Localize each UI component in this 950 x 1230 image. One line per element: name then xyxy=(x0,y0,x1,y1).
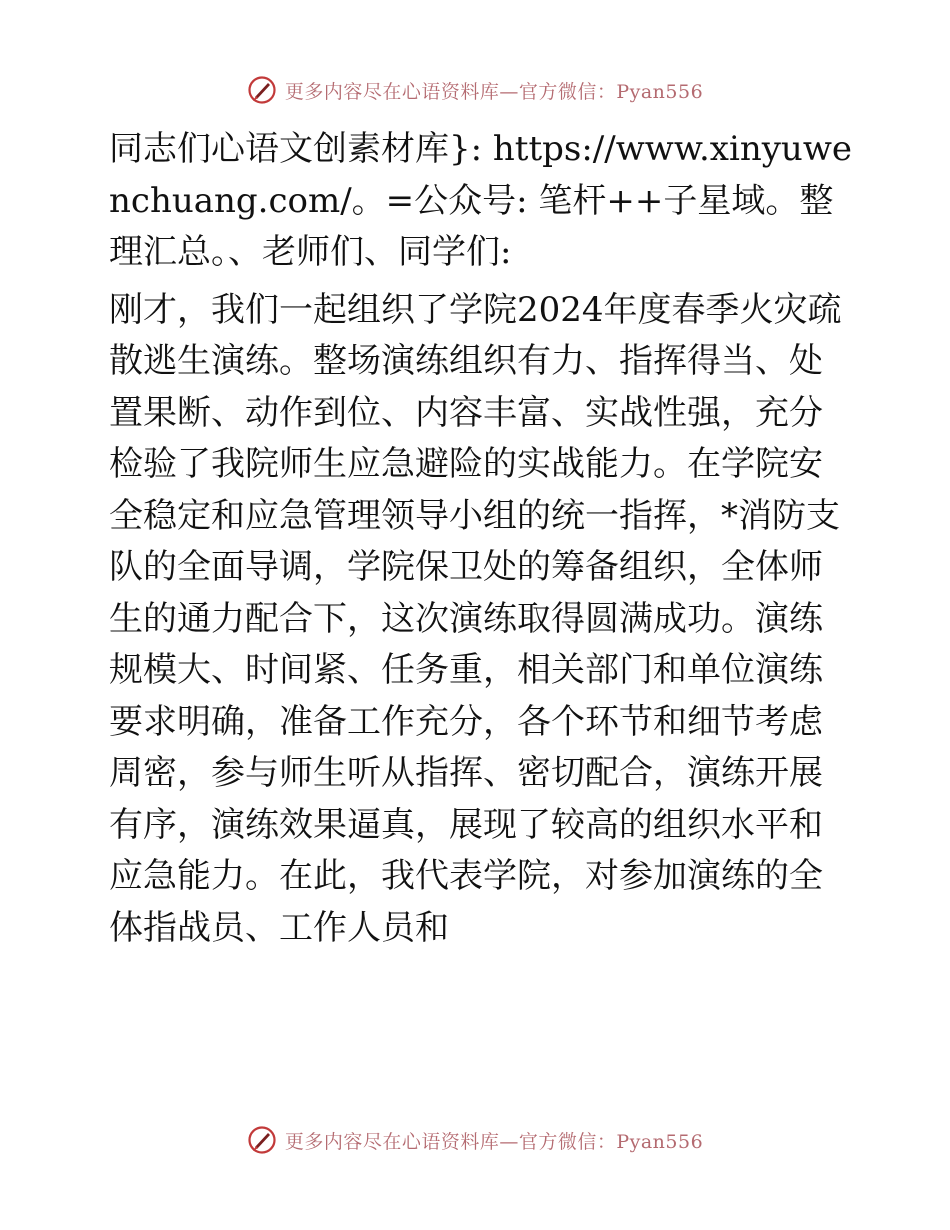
header-watermark xyxy=(0,70,950,110)
paragraph-main: 刚才，我们一起组织了学院2024年度春季火灾疏散逃生演练。整场演练组织有力、指挥得当、处置果断、动作到位、内容丰富、实战性强，充分检验了我院师生应急避险的实战能力。在学院安全稳定和应急管理领导小组的统一指挥，*消防支队的全面导调，学院保卫处的筹备组织，全体师生的通力配合下，这次演练取得圆满成功。演练规模大、时间紧、任务重，相关部门和单位演练要求明确，准备工作充分，各个环节和细节考虑周密，参与师生听从指挥、密切配合，演练开展有序，演练效果逼真，展现了较高的组织水平和应急能力。在此，我代表学院，对参加演练的全体指战员、工作人员和 xyxy=(109,289,842,948)
document-body xyxy=(95,124,853,954)
watermark-text: 更多内容尽在心语资料库—官方微信：Pyan556 xyxy=(284,80,704,103)
watermark-text: 更多内容尽在心语资料库—官方微信：Pyan556 xyxy=(284,1130,704,1153)
quill-logo-icon xyxy=(247,1125,277,1155)
quill-logo-icon xyxy=(247,75,277,105)
footer-watermark xyxy=(0,1120,950,1160)
paragraph-intro: 同志们心语文创素材库}: https://www.xinyuwenchuang.com/。=公众号: 笔杆++子星域。整理汇总。、老师们、同学们: xyxy=(109,129,853,272)
